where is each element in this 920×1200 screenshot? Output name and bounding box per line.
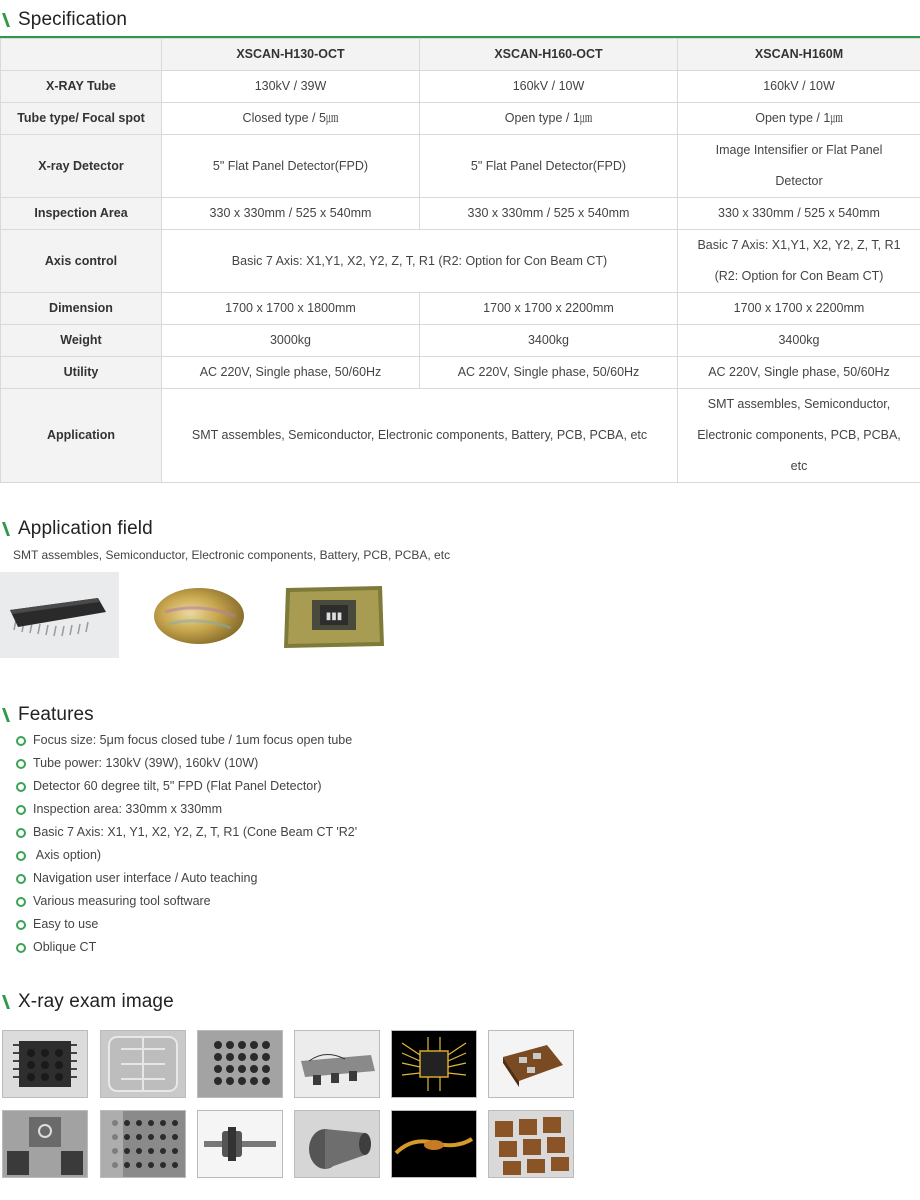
table-cell: Open type / 1㎛ xyxy=(678,103,920,135)
xray-title: X-ray exam image xyxy=(18,991,174,1012)
list-item xyxy=(16,729,357,752)
table-cell: 3000kg xyxy=(162,325,420,357)
table-cell xyxy=(678,230,920,293)
application-field-heading xyxy=(0,514,153,544)
bullet-circle-icon xyxy=(16,851,26,861)
row-header: Application xyxy=(1,389,162,483)
feature-text: Easy to use xyxy=(33,917,99,931)
table-cell: SMT assembles, Semiconductor, Electronic components, Battery, PCB, PCBA, etc xyxy=(162,389,678,483)
table-row xyxy=(1,325,920,357)
row-header: Inspection Area xyxy=(1,198,162,230)
xray-image-bond-wire xyxy=(391,1110,477,1178)
section-marker-icon xyxy=(2,708,10,722)
specification-title: Specification xyxy=(18,9,128,30)
list-item xyxy=(16,890,357,913)
table-row xyxy=(1,198,920,230)
table-row xyxy=(1,71,920,103)
feature-text: Basic 7 Axis: X1, Y1, X2, Y2, Z, T, R1 (Cone Beam CT 'R2' xyxy=(33,825,358,839)
table-cell: Open type / 1㎛ xyxy=(420,103,678,135)
table-cell: AC 220V, Single phase, 50/60Hz xyxy=(678,357,920,389)
xray-image-pcb-pads xyxy=(2,1110,88,1178)
xray-image-3d-package xyxy=(488,1030,574,1098)
table-cell: 330 x 330mm / 525 x 540mm xyxy=(420,198,678,230)
bullet-circle-icon xyxy=(16,897,26,907)
section-marker-icon xyxy=(2,995,10,1009)
cell-line: etc xyxy=(790,459,808,473)
feature-text: Navigation user interface / Auto teaching xyxy=(33,871,258,885)
list-item xyxy=(16,844,357,867)
feature-text: Axis option) xyxy=(33,848,102,862)
feature-text: Detector 60 degree tilt, 5" FPD (Flat Panel Detector) xyxy=(33,779,322,793)
table-cell: 1700 x 1700 x 1800mm xyxy=(162,293,420,325)
list-item xyxy=(16,821,357,844)
xray-heading xyxy=(0,987,174,1017)
bullet-circle-icon xyxy=(16,874,26,884)
features-title: Features xyxy=(18,704,94,725)
feature-text: Focus size: 5μm focus closed tube / 1um focus open tube xyxy=(33,733,353,747)
bullet-circle-icon xyxy=(16,943,26,953)
list-item xyxy=(16,775,357,798)
specification-table xyxy=(0,38,920,483)
section-marker-icon xyxy=(2,13,10,27)
xray-image-smartcard xyxy=(100,1030,186,1098)
table-cell: 330 x 330mm / 525 x 540mm xyxy=(162,198,420,230)
table-cell: 160kV / 10W xyxy=(420,71,678,103)
xray-image-wirebond xyxy=(391,1030,477,1098)
row-header: Dimension xyxy=(1,293,162,325)
bullet-circle-icon xyxy=(16,828,26,838)
list-item xyxy=(16,867,357,890)
xray-image-qfp xyxy=(2,1030,88,1098)
table-cell: 160kV / 10W xyxy=(678,71,920,103)
specification-heading xyxy=(0,5,127,35)
header-empty-cell xyxy=(1,39,162,71)
row-header: Utility xyxy=(1,357,162,389)
bullet-circle-icon xyxy=(16,920,26,930)
features-list xyxy=(16,729,357,959)
feature-text: Oblique CT xyxy=(33,940,97,954)
table-row xyxy=(1,389,920,483)
cell-line: SMT assembles, Semiconductor, xyxy=(707,397,891,411)
bullet-circle-icon xyxy=(16,805,26,815)
cell-line: (R2: Option for Con Beam CT) xyxy=(714,269,884,283)
section-marker-icon xyxy=(2,522,10,536)
table-cell: AC 220V, Single phase, 50/60Hz xyxy=(162,357,420,389)
row-header: Tube type/ Focal spot xyxy=(1,103,162,135)
cpu-chip-image xyxy=(272,572,392,658)
list-item xyxy=(16,798,357,821)
feature-text: Various measuring tool software xyxy=(33,894,211,908)
cell-line: Image Intensifier or Flat Panel xyxy=(715,143,883,157)
xray-image-bga xyxy=(197,1030,283,1098)
table-cell xyxy=(678,389,920,483)
cell-line: Electronic components, PCB, PCBA, xyxy=(697,428,901,442)
table-row xyxy=(1,230,920,293)
feature-text: Inspection area: 330mm x 330mm xyxy=(33,802,222,816)
model-header: XSCAN-H130-OCT xyxy=(162,39,420,71)
table-cell: Basic 7 Axis: X1,Y1, X2, Y2, Z, T, R1 (R2: Option for Con Beam CT) xyxy=(162,230,678,293)
model-header: XSCAN-H160-OCT xyxy=(420,39,678,71)
xray-image-3d-array xyxy=(488,1110,574,1178)
row-header: Weight xyxy=(1,325,162,357)
table-cell: 130kV / 39W xyxy=(162,71,420,103)
wafer-image xyxy=(135,572,255,658)
row-header: X-RAY Tube xyxy=(1,71,162,103)
table-cell xyxy=(678,135,920,198)
list-item xyxy=(16,913,357,936)
table-row xyxy=(1,103,920,135)
xray-image-cylinder xyxy=(294,1110,380,1178)
svg-text:▮▮▮: ▮▮▮ xyxy=(325,611,343,622)
table-header-row xyxy=(1,39,920,71)
list-item xyxy=(16,936,357,959)
application-field-title: Application field xyxy=(18,518,153,539)
table-cell: 5" Flat Panel Detector(FPD) xyxy=(162,135,420,198)
application-field-description: SMT assembles, Semiconductor, Electronic components, Battery, PCB, PCBA, etc xyxy=(13,548,451,562)
row-header: Axis control xyxy=(1,230,162,293)
xray-image-pcb-grid xyxy=(100,1110,186,1178)
table-row xyxy=(1,357,920,389)
table-cell: 5" Flat Panel Detector(FPD) xyxy=(420,135,678,198)
model-header: XSCAN-H160M xyxy=(678,39,920,71)
table-cell: 3400kg xyxy=(420,325,678,357)
bullet-circle-icon xyxy=(16,759,26,769)
row-header: X-ray Detector xyxy=(1,135,162,198)
xray-image-connector xyxy=(197,1110,283,1178)
table-cell: AC 220V, Single phase, 50/60Hz xyxy=(420,357,678,389)
bullet-circle-icon xyxy=(16,782,26,792)
table-cell: 330 x 330mm / 525 x 540mm xyxy=(678,198,920,230)
bullet-circle-icon xyxy=(16,736,26,746)
xray-image-component-side xyxy=(294,1030,380,1098)
feature-text: Tube power: 130kV (39W), 160kV (10W) xyxy=(33,756,259,770)
cell-line: Detector xyxy=(775,174,823,188)
table-cell: 3400kg xyxy=(678,325,920,357)
table-cell: 1700 x 1700 x 2200mm xyxy=(678,293,920,325)
ic-chip-image xyxy=(0,572,119,658)
table-row xyxy=(1,135,920,198)
list-item xyxy=(16,752,357,775)
features-heading xyxy=(0,700,94,730)
cell-line: Basic 7 Axis: X1,Y1, X2, Y2, Z, T, R1 xyxy=(697,238,901,252)
table-cell: Closed type / 5㎛ xyxy=(162,103,420,135)
table-row xyxy=(1,293,920,325)
table-cell: 1700 x 1700 x 2200mm xyxy=(420,293,678,325)
